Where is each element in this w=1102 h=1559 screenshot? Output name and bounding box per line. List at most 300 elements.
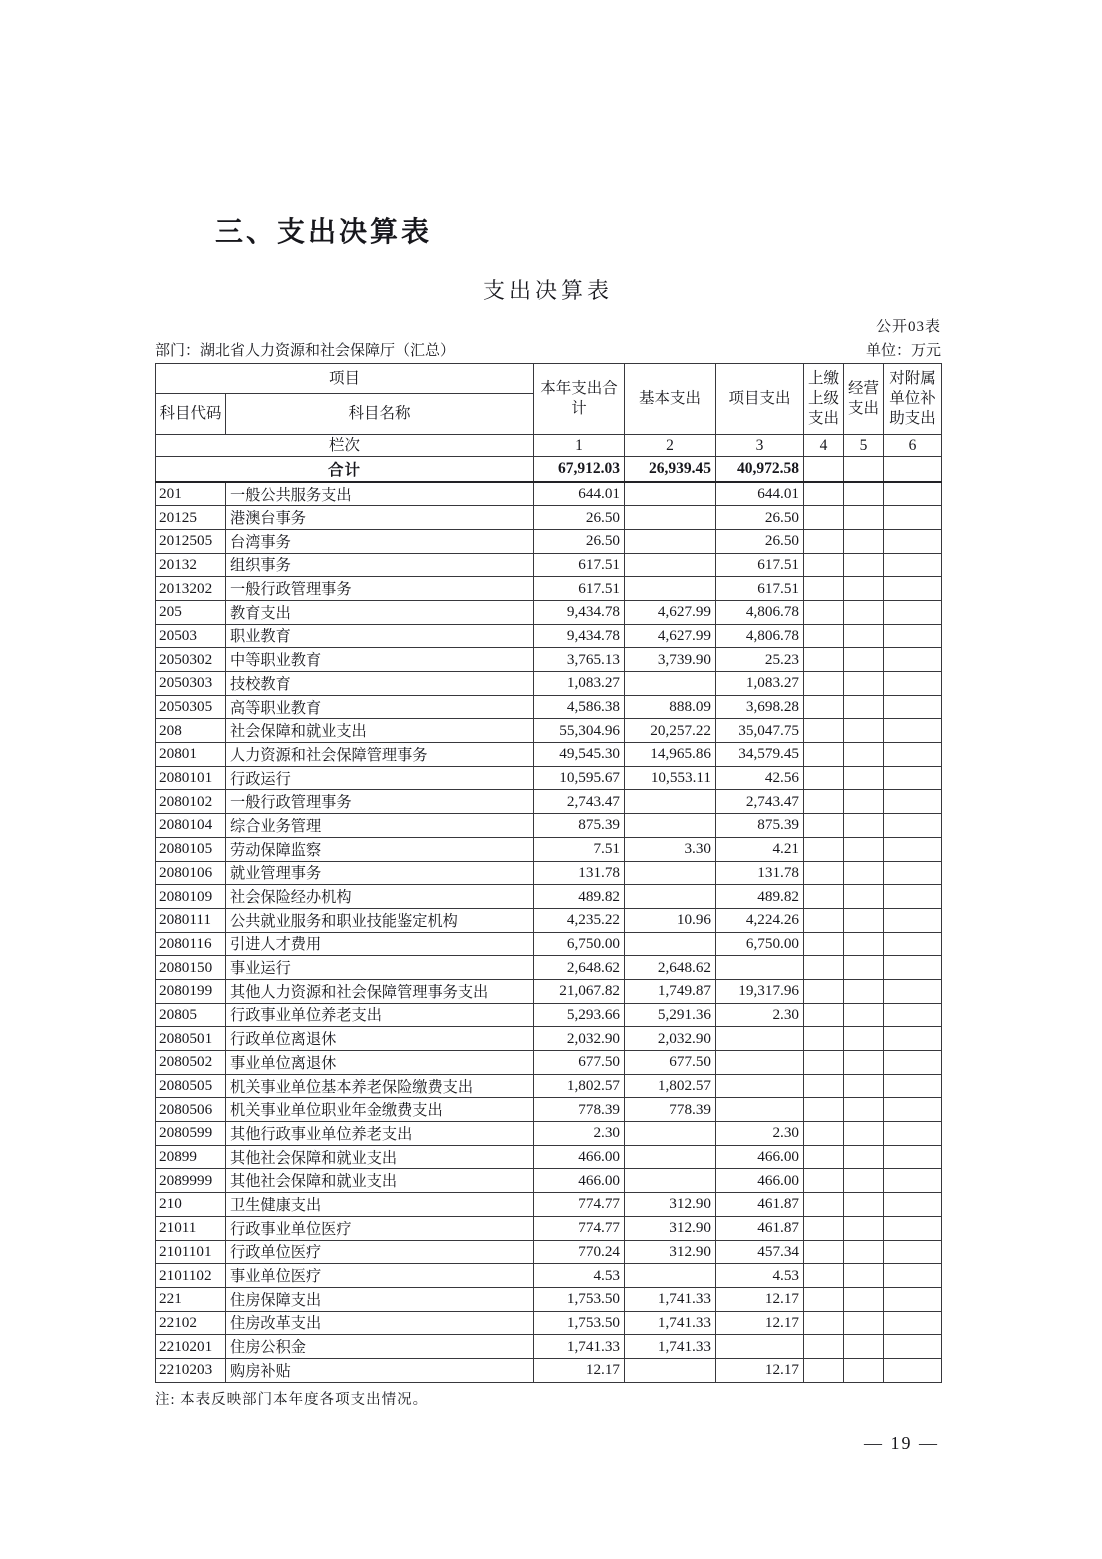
value-total: 774.77: [534, 1216, 625, 1240]
value-basic: 1,741.33: [625, 1335, 716, 1359]
index-6: 6: [884, 435, 942, 457]
value-project: 875.39: [716, 814, 804, 838]
subject-name: 社会保险经办机构: [226, 885, 534, 909]
value-basic: [625, 506, 716, 530]
value-upper-level: [804, 1287, 844, 1311]
value-subsidy: [884, 1240, 942, 1264]
value-basic: 677.50: [625, 1051, 716, 1075]
expenditure-table: [155, 363, 942, 1383]
index-3: 3: [716, 435, 804, 457]
subject-code: 20899: [156, 1145, 226, 1169]
value-total: 2,648.62: [534, 956, 625, 980]
table-row: [156, 1311, 942, 1335]
value-upper-level: [804, 1003, 844, 1027]
value-total: 55,304.96: [534, 719, 625, 743]
value-upper-level: [804, 956, 844, 980]
value-subsidy: [884, 1122, 942, 1146]
value-total: 12.17: [534, 1358, 625, 1382]
table-row: [156, 1287, 942, 1311]
value-basic: [625, 1122, 716, 1146]
subject-code: 201: [156, 482, 226, 506]
department-label: 部门：湖北省人力资源和社会保障厅（汇总）: [155, 343, 456, 359]
value-basic: 2,032.90: [625, 1027, 716, 1051]
subject-code: 2050302: [156, 648, 226, 672]
value-basic: [625, 814, 716, 838]
table-row: [156, 482, 942, 506]
page-content: [155, 0, 941, 1454]
value-subsidy: [884, 695, 942, 719]
value-project: 457.34: [716, 1240, 804, 1264]
value-operating: [844, 790, 884, 814]
value-project: 6,750.00: [716, 932, 804, 956]
subject-name: 行政单位离退休: [226, 1027, 534, 1051]
value-project: [716, 1098, 804, 1122]
value-basic: [625, 1264, 716, 1288]
value-subsidy: [884, 1145, 942, 1169]
subject-name: 职业教育: [226, 624, 534, 648]
table-row: [156, 908, 942, 932]
subject-name: 住房保障支出: [226, 1287, 534, 1311]
subject-name: 引进人才费用: [226, 932, 534, 956]
value-basic: 2,648.62: [625, 956, 716, 980]
value-total: 1,753.50: [534, 1287, 625, 1311]
subject-code: 2080199: [156, 979, 226, 1003]
subject-code: 2080111: [156, 908, 226, 932]
value-upper-level: [804, 1311, 844, 1335]
subject-code: 2012505: [156, 529, 226, 553]
value-total: 26.50: [534, 529, 625, 553]
table-body: [156, 457, 942, 1383]
table-row: [156, 932, 942, 956]
table-row: [156, 743, 942, 767]
value-total: 131.78: [534, 861, 625, 885]
value-total: 4,586.38: [534, 695, 625, 719]
value-project: 489.82: [716, 885, 804, 909]
header-project-expenditure: 项目支出: [716, 364, 804, 435]
value-total: 778.39: [534, 1098, 625, 1122]
subject-name: 中等职业教育: [226, 648, 534, 672]
value-subsidy: [884, 529, 942, 553]
value-upper-level: [804, 1169, 844, 1193]
table-row: [156, 506, 942, 530]
value-basic: 4,627.99: [625, 624, 716, 648]
value-upper-level: [804, 506, 844, 530]
value-operating: [844, 1051, 884, 1075]
value-project: 4,806.78: [716, 624, 804, 648]
subject-code: 210: [156, 1193, 226, 1217]
header-operating-expenditure: 经营支出: [844, 364, 884, 435]
value-operating: [844, 1074, 884, 1098]
value-basic: 312.90: [625, 1216, 716, 1240]
value-total: 3,765.13: [534, 648, 625, 672]
value-operating: [844, 1358, 884, 1382]
value-basic: 1,749.87: [625, 979, 716, 1003]
table-row: [156, 1027, 942, 1051]
value-basic: 312.90: [625, 1193, 716, 1217]
value-project: 26.50: [716, 529, 804, 553]
subject-name: 机关事业单位基本养老保险缴费支出: [226, 1074, 534, 1098]
table-row: [156, 1003, 942, 1027]
table-row: [156, 766, 942, 790]
value-subsidy: [884, 861, 942, 885]
value-upper-level: [804, 695, 844, 719]
table-row: [156, 1098, 942, 1122]
subject-code: 20132: [156, 553, 226, 577]
value-upper-level: [804, 743, 844, 767]
value-total: 26.50: [534, 506, 625, 530]
value-project: [716, 1051, 804, 1075]
value-total: 1,741.33: [534, 1335, 625, 1359]
value-upper-level: [804, 932, 844, 956]
value-operating: [844, 1003, 884, 1027]
value-subsidy: [884, 956, 942, 980]
value-operating: [844, 577, 884, 601]
value-subsidy: [884, 1358, 942, 1382]
subject-code: 2013202: [156, 577, 226, 601]
subject-name: 住房改革支出: [226, 1311, 534, 1335]
subject-code: 2080150: [156, 956, 226, 980]
value-basic: [625, 790, 716, 814]
value-total: 21,067.82: [534, 979, 625, 1003]
value-project: 12.17: [716, 1311, 804, 1335]
table-row: [156, 719, 942, 743]
value-operating: [844, 624, 884, 648]
subject-name: 社会保障和就业支出: [226, 719, 534, 743]
value-operating: [844, 1216, 884, 1240]
table-row: [156, 885, 942, 909]
value-total: 644.01: [534, 482, 625, 506]
subject-code: 2210203: [156, 1358, 226, 1382]
subject-code: 2080101: [156, 766, 226, 790]
page-number: — 19 —: [864, 1432, 939, 1453]
column-index-row: [156, 435, 942, 457]
value-subsidy: [884, 1335, 942, 1359]
subject-name: 卫生健康支出: [226, 1193, 534, 1217]
value-operating: [844, 1193, 884, 1217]
value-project: 4.21: [716, 837, 804, 861]
subject-code: 2080106: [156, 861, 226, 885]
value-total: 4,235.22: [534, 908, 625, 932]
value-upper-level: [804, 1145, 844, 1169]
subject-name: 综合业务管理: [226, 814, 534, 838]
subject-code: 2050305: [156, 695, 226, 719]
value-project: 617.51: [716, 553, 804, 577]
value-upper-level: [804, 908, 844, 932]
value-total: 1,802.57: [534, 1074, 625, 1098]
subject-code: 2080506: [156, 1098, 226, 1122]
value-upper-level: [804, 1027, 844, 1051]
total-value-upper-level: [804, 457, 844, 483]
subject-code: 2080102: [156, 790, 226, 814]
value-basic: 14,965.86: [625, 743, 716, 767]
subject-name: 公共就业服务和职业技能鉴定机构: [226, 908, 534, 932]
subject-name: 行政事业单位医疗: [226, 1216, 534, 1240]
value-project: 26.50: [716, 506, 804, 530]
header-basic-expenditure: 基本支出: [625, 364, 716, 435]
value-upper-level: [804, 1122, 844, 1146]
value-basic: 1,741.33: [625, 1287, 716, 1311]
subject-name: 购房补贴: [226, 1358, 534, 1382]
subject-name: 其他行政事业单位养老支出: [226, 1122, 534, 1146]
value-upper-level: [804, 529, 844, 553]
value-project: 1,083.27: [716, 672, 804, 696]
value-basic: 10,553.11: [625, 766, 716, 790]
value-operating: [844, 956, 884, 980]
value-total: 4.53: [534, 1264, 625, 1288]
value-total: 677.50: [534, 1051, 625, 1075]
table-row: [156, 672, 942, 696]
value-basic: [625, 577, 716, 601]
value-total: 2.30: [534, 1122, 625, 1146]
value-basic: [625, 1145, 716, 1169]
header-upper-level-expenditure: 上缴上级支出: [804, 364, 844, 435]
subject-name: 就业管理事务: [226, 861, 534, 885]
table-row: [156, 1145, 942, 1169]
value-total: 774.77: [534, 1193, 625, 1217]
value-subsidy: [884, 979, 942, 1003]
table-row: [156, 1216, 942, 1240]
value-subsidy: [884, 1264, 942, 1288]
value-upper-level: [804, 1240, 844, 1264]
total-value-total: 67,912.03: [534, 457, 625, 483]
subject-name: 行政事业单位养老支出: [226, 1003, 534, 1027]
value-upper-level: [804, 790, 844, 814]
value-subsidy: [884, 885, 942, 909]
subject-code: 2080599: [156, 1122, 226, 1146]
value-project: 35,047.75: [716, 719, 804, 743]
table-title: 支出决算表: [482, 278, 613, 303]
value-project: 461.87: [716, 1193, 804, 1217]
value-basic: 1,741.33: [625, 1311, 716, 1335]
unit-label: 单位：万元: [865, 343, 941, 359]
value-basic: 1,802.57: [625, 1074, 716, 1098]
value-upper-level: [804, 1051, 844, 1075]
value-upper-level: [804, 1335, 844, 1359]
value-project: 461.87: [716, 1216, 804, 1240]
value-subsidy: [884, 837, 942, 861]
subject-name: 人力资源和社会保障管理事务: [226, 743, 534, 767]
value-project: 131.78: [716, 861, 804, 885]
index-1: 1: [534, 435, 625, 457]
value-basic: [625, 1358, 716, 1382]
subject-name: 事业单位医疗: [226, 1264, 534, 1288]
value-basic: [625, 529, 716, 553]
value-upper-level: [804, 719, 844, 743]
value-subsidy: [884, 1311, 942, 1335]
table-row: [156, 1051, 942, 1075]
table-row: [156, 648, 942, 672]
subject-code: 20503: [156, 624, 226, 648]
value-subsidy: [884, 482, 942, 506]
value-operating: [844, 743, 884, 767]
section-title: 三、支出决算表: [215, 217, 433, 248]
value-upper-level: [804, 577, 844, 601]
value-total: 5,293.66: [534, 1003, 625, 1027]
table-row: [156, 553, 942, 577]
subject-name: 机关事业单位职业年金缴费支出: [226, 1098, 534, 1122]
value-upper-level: [804, 648, 844, 672]
subject-name: 技校教育: [226, 672, 534, 696]
value-operating: [844, 506, 884, 530]
value-project: 644.01: [716, 482, 804, 506]
subject-name: 事业运行: [226, 956, 534, 980]
value-operating: [844, 553, 884, 577]
value-operating: [844, 600, 884, 624]
value-operating: [844, 1027, 884, 1051]
value-project: 12.17: [716, 1358, 804, 1382]
value-operating: [844, 672, 884, 696]
value-project: [716, 1074, 804, 1098]
index-label: 栏次: [156, 435, 534, 457]
value-total: 466.00: [534, 1169, 625, 1193]
value-total: 9,434.78: [534, 600, 625, 624]
table-code-label: 公开03表: [875, 319, 941, 335]
value-upper-level: [804, 861, 844, 885]
subject-name: 一般行政管理事务: [226, 790, 534, 814]
subject-name: 教育支出: [226, 600, 534, 624]
value-operating: [844, 1145, 884, 1169]
total-value-operating: [844, 457, 884, 483]
value-project: 466.00: [716, 1169, 804, 1193]
value-project: 2.30: [716, 1122, 804, 1146]
value-project: 4,806.78: [716, 600, 804, 624]
table-row: [156, 1335, 942, 1359]
value-operating: [844, 648, 884, 672]
value-subsidy: [884, 932, 942, 956]
table-row: [156, 861, 942, 885]
value-project: 42.56: [716, 766, 804, 790]
table-row: [156, 1193, 942, 1217]
value-upper-level: [804, 1074, 844, 1098]
value-project: 3,698.28: [716, 695, 804, 719]
value-basic: [625, 885, 716, 909]
value-basic: [625, 482, 716, 506]
value-basic: 10.96: [625, 908, 716, 932]
value-subsidy: [884, 1051, 942, 1075]
value-operating: [844, 1264, 884, 1288]
table-row: [156, 837, 942, 861]
value-operating: [844, 932, 884, 956]
value-basic: [625, 932, 716, 956]
subject-code: 22102: [156, 1311, 226, 1335]
index-4: 4: [804, 435, 844, 457]
value-operating: [844, 1240, 884, 1264]
value-subsidy: [884, 790, 942, 814]
subject-name: 住房公积金: [226, 1335, 534, 1359]
value-subsidy: [884, 506, 942, 530]
value-total: 2,743.47: [534, 790, 625, 814]
value-total: 466.00: [534, 1145, 625, 1169]
value-subsidy: [884, 1216, 942, 1240]
table-row: [156, 814, 942, 838]
value-subsidy: [884, 600, 942, 624]
subject-code: 20805: [156, 1003, 226, 1027]
subject-code: 2080116: [156, 932, 226, 956]
value-subsidy: [884, 1169, 942, 1193]
subject-name: 行政单位医疗: [226, 1240, 534, 1264]
value-upper-level: [804, 837, 844, 861]
subject-code: 2101101: [156, 1240, 226, 1264]
value-operating: [844, 979, 884, 1003]
table-row: [156, 1169, 942, 1193]
subject-code: 2101102: [156, 1264, 226, 1288]
value-project: 34,579.45: [716, 743, 804, 767]
value-basic: 5,291.36: [625, 1003, 716, 1027]
value-operating: [844, 1287, 884, 1311]
total-label: 合计: [156, 457, 534, 483]
table-row: [156, 790, 942, 814]
value-operating: [844, 1335, 884, 1359]
total-value-subsidy: [884, 457, 942, 483]
value-basic: 20,257.22: [625, 719, 716, 743]
header-subject-code: 科目代码: [156, 394, 226, 435]
value-operating: [844, 861, 884, 885]
table-row: [156, 1264, 942, 1288]
value-upper-level: [804, 1358, 844, 1382]
value-upper-level: [804, 482, 844, 506]
value-subsidy: [884, 648, 942, 672]
value-subsidy: [884, 766, 942, 790]
value-total: 6,750.00: [534, 932, 625, 956]
subject-code: 21011: [156, 1216, 226, 1240]
value-basic: 888.09: [625, 695, 716, 719]
subject-code: 2210201: [156, 1335, 226, 1359]
value-total: 2,032.90: [534, 1027, 625, 1051]
subject-name: 行政运行: [226, 766, 534, 790]
value-upper-level: [804, 624, 844, 648]
subject-name: 其他人力资源和社会保障管理事务支出: [226, 979, 534, 1003]
subject-code: 2080109: [156, 885, 226, 909]
value-operating: [844, 1311, 884, 1335]
value-operating: [844, 766, 884, 790]
total-row: [156, 457, 942, 483]
value-subsidy: [884, 719, 942, 743]
value-total: 1,753.50: [534, 1311, 625, 1335]
value-basic: 3,739.90: [625, 648, 716, 672]
value-subsidy: [884, 814, 942, 838]
index-5: 5: [844, 435, 884, 457]
value-basic: 312.90: [625, 1240, 716, 1264]
value-operating: [844, 908, 884, 932]
table-note: 注: 本表反映部门本年度各项支出情况。: [155, 1391, 429, 1408]
table-row: [156, 529, 942, 553]
table-row: [156, 600, 942, 624]
value-upper-level: [804, 600, 844, 624]
subject-code: 2089999: [156, 1169, 226, 1193]
value-operating: [844, 1169, 884, 1193]
subject-code: 2080501: [156, 1027, 226, 1051]
value-basic: [625, 553, 716, 577]
header-project: 项目: [156, 364, 534, 394]
value-upper-level: [804, 979, 844, 1003]
value-total: 7.51: [534, 837, 625, 861]
value-operating: [844, 529, 884, 553]
table-row: [156, 1122, 942, 1146]
value-upper-level: [804, 1216, 844, 1240]
value-total: 489.82: [534, 885, 625, 909]
value-subsidy: [884, 553, 942, 577]
value-project: 2,743.47: [716, 790, 804, 814]
value-total: 9,434.78: [534, 624, 625, 648]
header-row-1: [156, 364, 942, 394]
value-project: 4,224.26: [716, 908, 804, 932]
value-upper-level: [804, 766, 844, 790]
value-project: [716, 1335, 804, 1359]
table-row: [156, 1074, 942, 1098]
subject-name: 劳动保障监察: [226, 837, 534, 861]
header-subject-name: 科目名称: [226, 394, 534, 435]
value-subsidy: [884, 1287, 942, 1311]
